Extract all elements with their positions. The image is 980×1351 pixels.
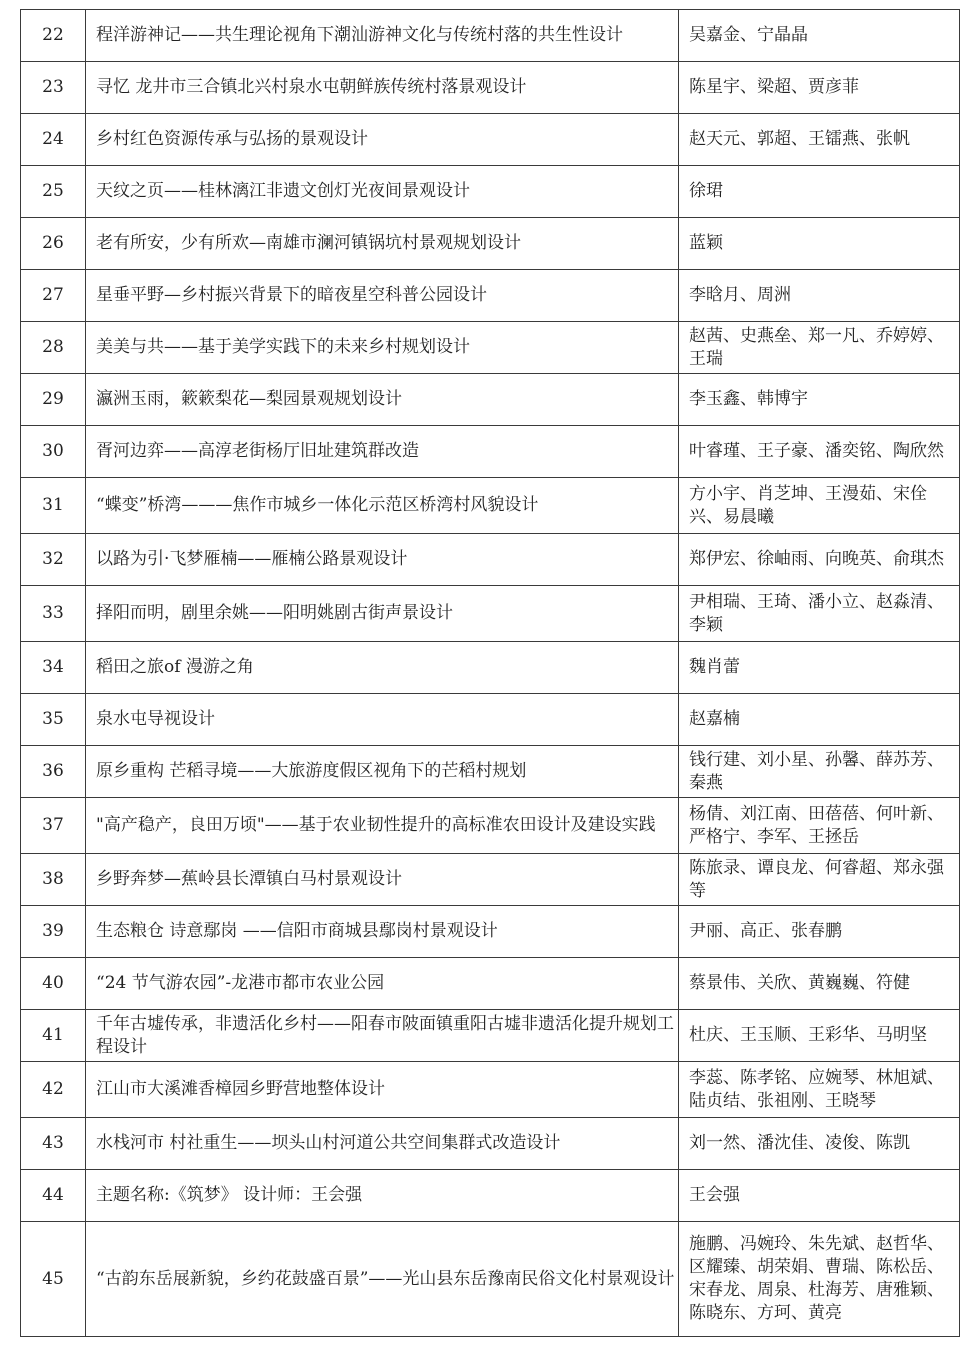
project-title: 以路为引·飞梦雁楠——雁楠公路景观设计	[86, 534, 679, 586]
row-number: 33	[21, 586, 86, 642]
table-row	[21, 1170, 960, 1222]
table-row	[21, 958, 960, 1010]
row-number: 42	[21, 1062, 86, 1118]
project-authors: 杜庆、王玉顺、王彩华、马明坚	[679, 1010, 960, 1062]
project-authors: 赵天元、郭超、王镭燕、张帆	[679, 114, 960, 166]
project-title: 水栈河市 村社重生——坝头山村河道公共空间集群式改造设计	[86, 1118, 679, 1170]
table-row	[21, 1222, 960, 1337]
project-authors: 王会强	[679, 1170, 960, 1222]
project-title: 胥河边弈——高淳老街杨厅旧址建筑群改造	[86, 426, 679, 478]
table-row	[21, 798, 960, 854]
project-title: 程洋游神记——共生理论视角下潮汕游神文化与传统村落的共生性设计	[86, 10, 679, 62]
project-authors: 李蕊、陈孝铭、应婉琴、林旭斌、陆贞结、张祖刚、王晓琴	[679, 1062, 960, 1118]
project-title: 星垂平野—乡村振兴背景下的暗夜星空科普公园设计	[86, 270, 679, 322]
project-authors: 尹丽、高正、张春鹏	[679, 906, 960, 958]
project-authors: 杨倩、刘江南、田蓓蓓、何叶新、严格宁、李军、王拯岳	[679, 798, 960, 854]
project-authors: 叶睿瑾、王子豪、潘奕铭、陶欣然	[679, 426, 960, 478]
project-authors: 蓝颖	[679, 218, 960, 270]
project-title: 天纹之页——桂林漓江非遗文创灯光夜间景观设计	[86, 166, 679, 218]
project-authors: 徐珺	[679, 166, 960, 218]
project-authors: 李晗月、周洲	[679, 270, 960, 322]
project-title: 瀛洲玉雨，簌簌梨花—梨园景观规划设计	[86, 374, 679, 426]
project-authors: 钱行建、刘小星、孙馨、薛苏芳、秦燕	[679, 746, 960, 798]
project-title: 稻田之旅of 漫游之角	[86, 642, 679, 694]
row-number: 43	[21, 1118, 86, 1170]
row-number: 44	[21, 1170, 86, 1222]
project-authors: 吴嘉金、宁晶晶	[679, 10, 960, 62]
table-row	[21, 10, 960, 62]
project-authors: 陈星宇、梁超、贾彦菲	[679, 62, 960, 114]
table-row	[21, 534, 960, 586]
table-row	[21, 906, 960, 958]
row-number: 41	[21, 1010, 86, 1062]
row-number: 23	[21, 62, 86, 114]
project-title: 主题名称:《筑梦》 设计师：王会强	[86, 1170, 679, 1222]
row-number: 34	[21, 642, 86, 694]
row-number: 29	[21, 374, 86, 426]
row-number: 22	[21, 10, 86, 62]
project-title: 千年古墟传承，非遗活化乡村——阳春市陂面镇重阳古墟非遗活化提升规划工程设计	[86, 1010, 679, 1062]
project-title: 老有所安，少有所欢—南雄市澜河镇锅坑村景观规划设计	[86, 218, 679, 270]
project-title: "高产稳产，良田万顷"——基于农业韧性提升的高标准农田设计及建设实践	[86, 798, 679, 854]
project-title: “古韵东岳展新貌，乡约花鼓盛百景”——光山县东岳豫南民俗文化村景观设计	[86, 1222, 679, 1337]
table-row	[21, 746, 960, 798]
project-title: 泉水屯导视设计	[86, 694, 679, 746]
table-row	[21, 114, 960, 166]
table-row	[21, 854, 960, 906]
table-row	[21, 1118, 960, 1170]
project-title: 原乡重构 芒稻寻境——大旅游度假区视角下的芒稻村规划	[86, 746, 679, 798]
table-row	[21, 1010, 960, 1062]
project-authors: 方小宇、肖芝坤、王漫茹、宋佺兴、易晨曦	[679, 478, 960, 534]
row-number: 35	[21, 694, 86, 746]
table-row	[21, 374, 960, 426]
table-row	[21, 1062, 960, 1118]
award-list-table	[20, 9, 960, 1337]
project-authors: 陈旅录、谭良龙、何睿超、郑永强等	[679, 854, 960, 906]
project-title: 美美与共——基于美学实践下的未来乡村规划设计	[86, 322, 679, 374]
row-number: 37	[21, 798, 86, 854]
row-number: 38	[21, 854, 86, 906]
project-title: “蝶变”桥湾———焦作市城乡一体化示范区桥湾村风貌设计	[86, 478, 679, 534]
row-number: 28	[21, 322, 86, 374]
row-number: 39	[21, 906, 86, 958]
project-authors: 魏肖蕾	[679, 642, 960, 694]
row-number: 26	[21, 218, 86, 270]
project-authors: 赵茜、史燕垒、郑一凡、乔婷婷、王瑞	[679, 322, 960, 374]
row-number: 31	[21, 478, 86, 534]
table-row	[21, 478, 960, 534]
project-authors: 李玉鑫、韩博宇	[679, 374, 960, 426]
project-title: 乡野奔梦—蕉岭县长潭镇白马村景观设计	[86, 854, 679, 906]
project-authors: 尹相瑞、王琦、潘小立、赵淼清、李颖	[679, 586, 960, 642]
project-authors: 蔡景伟、关欣、黄巍巍、符健	[679, 958, 960, 1010]
table-row	[21, 166, 960, 218]
table-row	[21, 426, 960, 478]
table-row	[21, 270, 960, 322]
project-title: “24 节气游农园”-龙港市都市农业公园	[86, 958, 679, 1010]
row-number: 27	[21, 270, 86, 322]
table-row	[21, 586, 960, 642]
project-authors: 施鹏、冯婉玲、朱先斌、赵哲华、区耀臻、胡荣娟、曹瑞、陈松岳、宋春龙、周泉、杜海芳、唐雅颖、陈晓东、方珂、黄亮	[679, 1222, 960, 1337]
row-number: 36	[21, 746, 86, 798]
table-row	[21, 322, 960, 374]
row-number: 32	[21, 534, 86, 586]
table-row	[21, 218, 960, 270]
project-title: 寻忆 龙井市三合镇北兴村泉水屯朝鲜族传统村落景观设计	[86, 62, 679, 114]
table-row	[21, 62, 960, 114]
table-row	[21, 642, 960, 694]
project-title: 择阳而明，剧里余姚——阳明姚剧古街声景设计	[86, 586, 679, 642]
row-number: 30	[21, 426, 86, 478]
row-number: 40	[21, 958, 86, 1010]
project-title: 江山市大溪滩香樟园乡野营地整体设计	[86, 1062, 679, 1118]
award-list-table-container	[20, 9, 960, 1337]
project-authors: 赵嘉楠	[679, 694, 960, 746]
table-body	[21, 10, 960, 1337]
row-number: 45	[21, 1222, 86, 1337]
project-authors: 刘一然、潘沈佳、凌俊、陈凯	[679, 1118, 960, 1170]
table-row	[21, 694, 960, 746]
row-number: 25	[21, 166, 86, 218]
row-number: 24	[21, 114, 86, 166]
project-title: 乡村红色资源传承与弘扬的景观设计	[86, 114, 679, 166]
project-title: 生态粮仓 诗意鄢岗 ——信阳市商城县鄢岗村景观设计	[86, 906, 679, 958]
project-authors: 郑伊宏、徐岫雨、向晚英、俞琪杰	[679, 534, 960, 586]
